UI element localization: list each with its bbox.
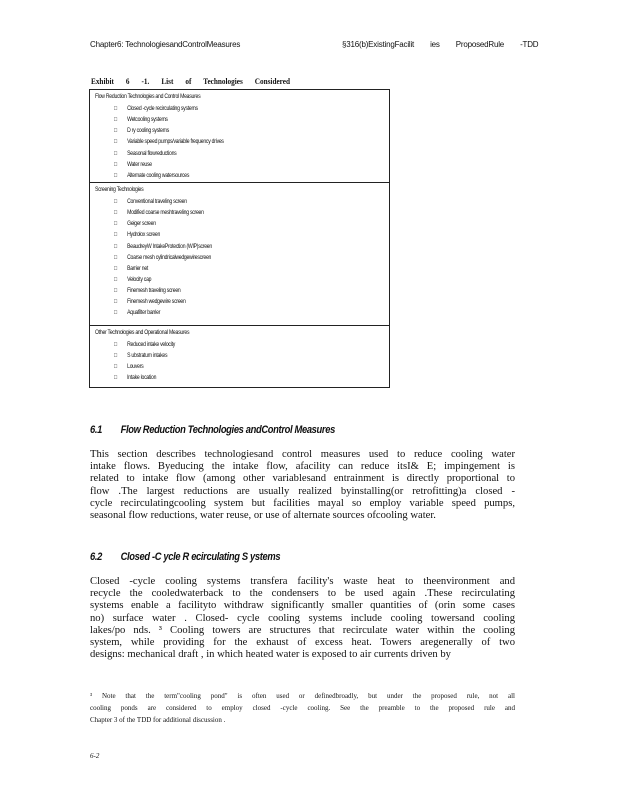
- checkbox-bullet-icon: □: [114, 286, 117, 294]
- running-header-chapter: Chapter6: TechnologiesandControlMeasures: [90, 40, 241, 49]
- checkbox-bullet-icon: □: [114, 309, 117, 317]
- checkbox-bullet-icon: □: [114, 127, 117, 135]
- table-item: [114, 116, 168, 123]
- checkbox-bullet-icon: □: [114, 275, 117, 283]
- table-item-label: Conventional traveling screen: [127, 198, 187, 206]
- table-item: [114, 341, 175, 348]
- text-line: Closed -cycle cooling systems transfera facility's waste heat to theenvironment and: [90, 576, 515, 587]
- table-section-heading: Other Technologies and Operational Measures: [95, 329, 190, 336]
- table-item: [114, 309, 160, 316]
- footnote: [90, 690, 515, 726]
- table-item-label: Variable speed pumps/variable frequency drives: [127, 138, 224, 146]
- table-item: [114, 231, 160, 238]
- table-item: [114, 127, 169, 134]
- table-item-label: BeaudreyW IntakeProtection (WIP)screen: [127, 242, 212, 250]
- table-item: [114, 138, 224, 145]
- table-item-label: Water reuse: [127, 160, 152, 168]
- section-title: Flow Reduction Technologies andControl Measures: [120, 424, 335, 436]
- section-number: 6.1: [90, 424, 102, 436]
- section-6-2-heading: [90, 551, 280, 563]
- checkbox-bullet-icon: □: [114, 160, 117, 168]
- checkbox-bullet-icon: □: [114, 138, 117, 146]
- table-item-label: Modified coarse meshtraveling screen: [127, 209, 204, 217]
- table-item: [114, 243, 212, 250]
- table-item-label: Coarse mesh cylindricalwedgewirescreen: [127, 253, 212, 261]
- checkbox-bullet-icon: □: [114, 231, 117, 239]
- table-item-label: Closed -cycle recirculating systems: [127, 105, 198, 113]
- text-line: systems enable a facilityto withdraw significantly smaller quantities of (orin some cases: [90, 600, 515, 612]
- exhibit-table: [89, 89, 390, 388]
- table-item-label: Louvers: [127, 363, 144, 371]
- table-item-label: Finemesh traveling screen: [127, 286, 181, 294]
- table-item-label: S ubstratum intakes: [127, 352, 168, 360]
- table-item: [114, 363, 143, 370]
- text-line: This section describes technologiesand control measures used to reduce cooling water: [90, 449, 515, 460]
- table-item-label: Hydrolox screen: [127, 231, 161, 239]
- section-number: 6.2: [90, 551, 102, 563]
- text-line: cooling ponds are considered to employ closed -cycle cooling. See the preamble to the proposed rule and: [90, 704, 515, 712]
- table-item: [114, 298, 186, 305]
- table-section-heading: Flow Reduction Technologies and Control Measures: [95, 93, 201, 100]
- text-line: flow .The largest reductions are usually realized byinstalling(or retrofitting)a closed -: [90, 485, 515, 497]
- table-item-label: Reduced intake velocity: [127, 341, 176, 349]
- text-line: cycle recirculatingcooling system but facilities mayal so employ variable speed pumps,: [90, 497, 515, 509]
- section-6-2-paragraph: [90, 576, 515, 661]
- checkbox-bullet-icon: □: [114, 116, 117, 124]
- checkbox-bullet-icon: □: [114, 198, 117, 206]
- table-item: [114, 161, 152, 168]
- running-header-rule: §316(b)ExistingFacilit ies ProposedRule -TDD: [342, 40, 539, 49]
- section-6-1-paragraph: [90, 449, 515, 522]
- table-item-label: Wetcooling systems: [127, 116, 168, 124]
- table-item-label: Alternate cooling watersources: [127, 171, 190, 179]
- table-item: [114, 172, 189, 179]
- table-section-heading: Screening Technologies: [95, 186, 144, 193]
- checkbox-bullet-icon: □: [114, 298, 117, 305]
- checkbox-bullet-icon: □: [114, 253, 117, 261]
- table-item: [114, 150, 176, 157]
- checkbox-bullet-icon: □: [114, 363, 117, 371]
- text-line: system, while providing for the exhaust of excess heat. Towers aregenerally of two: [90, 637, 515, 649]
- table-item-label: Barrier net: [127, 264, 149, 272]
- text-line: intake flows. Byeducing the intake flow, afacility can reduce itsI& E; impingement is: [90, 461, 515, 473]
- table-item-label: Finemesh wedgewire screen: [127, 298, 186, 305]
- checkbox-bullet-icon: □: [114, 341, 117, 349]
- table-item-label: Velocity cap: [127, 275, 152, 283]
- table-item: [114, 287, 180, 294]
- table-item-label: Geiger screen: [127, 220, 156, 228]
- page-number: 6-2: [90, 752, 100, 760]
- table-item-label: Intake location: [127, 374, 157, 382]
- text-line: designs: mechanical draft , in which heated water is exposed to air currents driven by: [90, 649, 451, 661]
- checkbox-bullet-icon: □: [114, 105, 117, 113]
- exhibit-title: Exhibit 6 -1. List of Technologies Considered: [91, 76, 290, 86]
- table-item: [114, 374, 156, 381]
- text-line: seasonal flow reductions, water reuse, or use of alternate sources ofcooling water.: [90, 510, 436, 522]
- table-item-label: D ry cooling systems: [127, 127, 170, 135]
- table-item: [114, 254, 211, 261]
- table-item: [114, 220, 156, 227]
- checkbox-bullet-icon: □: [114, 220, 117, 228]
- table-item: [114, 276, 151, 283]
- table-section-divider: [90, 182, 389, 183]
- checkbox-bullet-icon: □: [114, 374, 117, 382]
- table-item: [114, 209, 204, 216]
- checkbox-bullet-icon: □: [114, 149, 117, 157]
- table-item: [114, 198, 187, 205]
- table-item-label: Seasonal flowreductions: [127, 149, 177, 157]
- checkbox-bullet-icon: □: [114, 209, 117, 217]
- table-item: [114, 265, 148, 272]
- checkbox-bullet-icon: □: [114, 242, 117, 250]
- checkbox-bullet-icon: □: [114, 171, 117, 179]
- section-6-1-heading: [90, 424, 335, 436]
- text-line: lakes/po nds. ³ Cooling towers are structures that recirculate water within the cooling: [90, 624, 515, 636]
- table-item: [114, 352, 167, 359]
- table-item: [114, 105, 198, 112]
- text-line: ³ Note that the term"cooling pond" is often used or definedbroadly, but under the proposed rule, not all: [90, 692, 515, 700]
- table-section-divider: [90, 325, 389, 326]
- text-line: no) surface water . Closed- cycle cooling systems include cooling towersand cooling: [90, 612, 515, 624]
- text-line: Chapter 3 of the TDD for additional discussion .: [90, 716, 226, 724]
- text-line: recycle the cooledwaterback to the condensers to be used again .These recirculating: [90, 588, 515, 600]
- checkbox-bullet-icon: □: [114, 264, 117, 272]
- text-line: related to intake flow (among other variablesand entrainment is directly proportional to: [90, 473, 515, 485]
- section-title: Closed -C ycle R ecirculating S ystems: [120, 551, 281, 563]
- checkbox-bullet-icon: □: [114, 352, 117, 360]
- table-item-label: Aquafilter barrier: [127, 309, 161, 317]
